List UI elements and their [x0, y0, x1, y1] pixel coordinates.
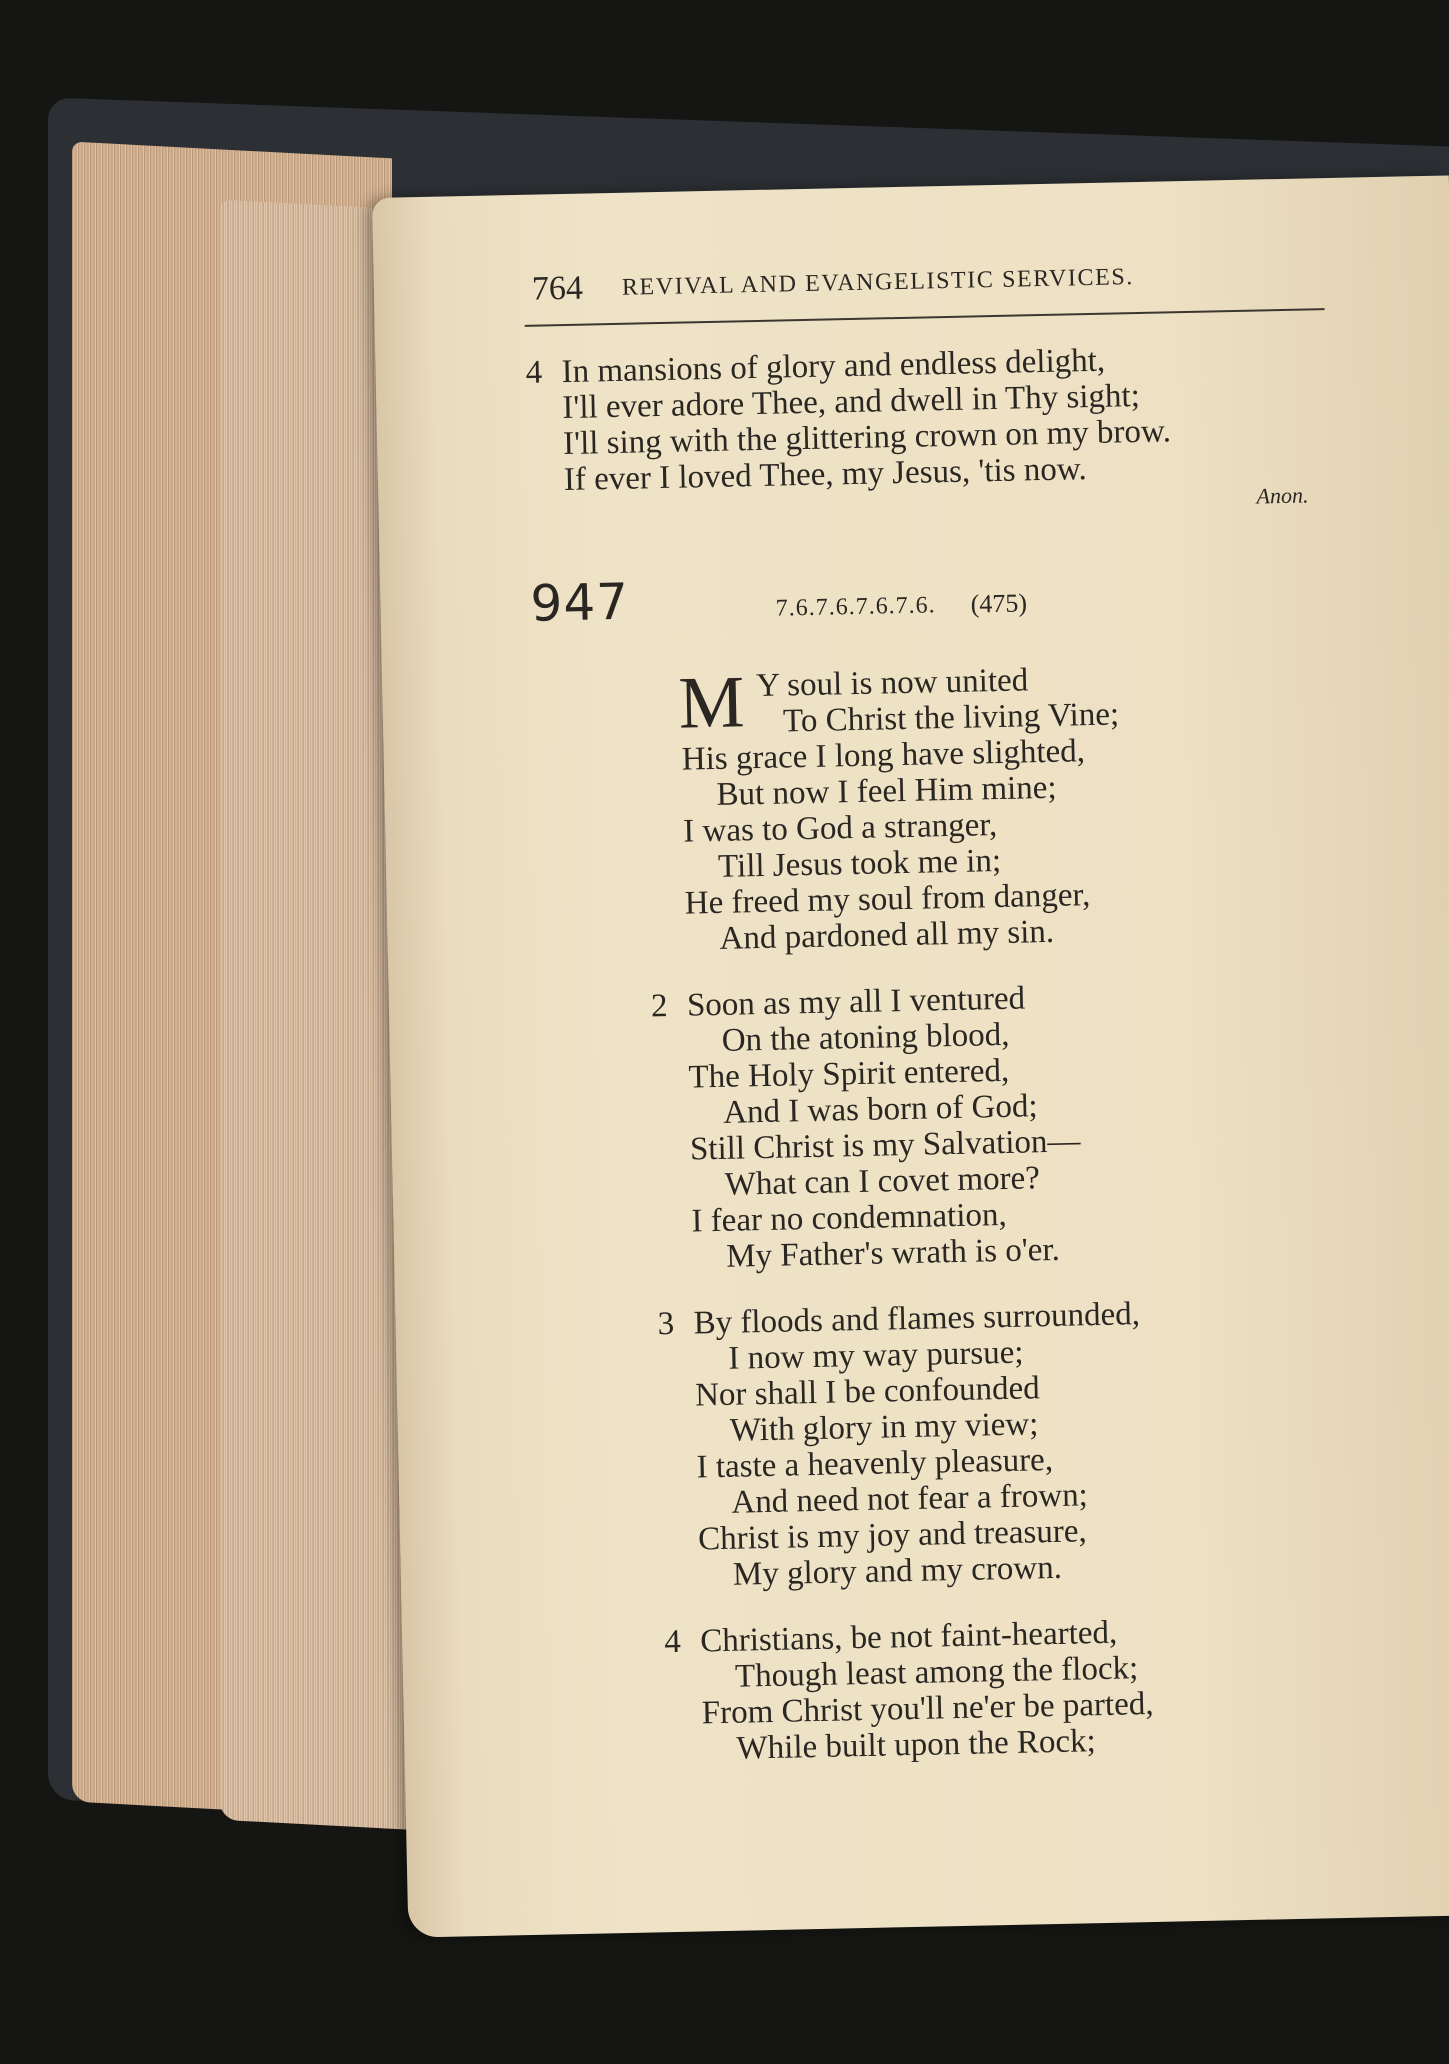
stanza-number: 4	[525, 354, 543, 391]
verse-line: While built upon the Rock;	[736, 1723, 1097, 1767]
hymn-body	[532, 655, 1385, 1770]
verse-line: I now my way pursue;	[728, 1334, 1024, 1377]
verse-line: I taste a heavenly pleasure,	[696, 1442, 1054, 1486]
tune-reference: (475)	[970, 588, 1028, 619]
verse-line: On the atoning blood,	[721, 1016, 1010, 1059]
running-title: REVIVAL AND EVANGELISTIC SERVICES.	[621, 264, 1135, 301]
stanza-3	[657, 1291, 1381, 1593]
verse-line: 3 By floods and flames surrounded,	[657, 1296, 1141, 1343]
verse-line: Y soul is now united	[755, 662, 1029, 705]
verse-line: Though least among the flock;	[734, 1650, 1139, 1695]
verse-line: With glory in my view;	[729, 1406, 1039, 1449]
verse-line: But now I feel Him mine;	[716, 769, 1057, 813]
hymn-meter: 7.6.7.6.7.6.7.6.	[775, 592, 936, 622]
verse-line: And pardoned all my sin.	[719, 913, 1055, 957]
verse-line: Nor shall I be confounded	[694, 1370, 1041, 1414]
verse-line: I'll ever adore Thee, and dwell in Thy sight;	[562, 377, 1141, 427]
hymn-number: 947	[529, 572, 630, 633]
verse-line: Till Jesus took me in;	[717, 842, 1002, 885]
stanza-number: 4	[663, 1623, 682, 1661]
stanza-2	[650, 973, 1375, 1275]
verse-line: What can I covet more?	[724, 1160, 1041, 1203]
book-page	[372, 175, 1449, 1937]
verse-line: Christ is my joy and treasure,	[697, 1513, 1088, 1558]
verse-line: I fear no condemnation,	[691, 1196, 1008, 1240]
verse-line: 2 Soon as my all I ventured	[650, 980, 1026, 1025]
hymn-author: Anon.	[1256, 482, 1309, 509]
verse-line: 4 In mansions of glory and endless delight,	[525, 342, 1106, 391]
verse-line: 4 Christians, be not faint-hearted,	[663, 1614, 1118, 1661]
page-number: 764	[531, 269, 584, 308]
stanza-4	[663, 1609, 1385, 1767]
verse-line: The Holy Spirit entered,	[688, 1052, 1010, 1096]
verse-line: And need not fear a frown;	[731, 1477, 1089, 1521]
verse-line: If ever I loved Thee, my Jesus, 'tis now.	[563, 451, 1088, 499]
verse-line: I'll sing with the glittering crown on my brow.	[562, 413, 1172, 463]
header-rule	[525, 308, 1325, 327]
stanza-number: 2	[650, 987, 668, 1025]
drop-cap: M	[677, 661, 746, 745]
verse-line: I was to God a stranger,	[682, 807, 998, 850]
verse-line: My glory and my crown.	[732, 1549, 1063, 1593]
verse-line: He freed my soul from danger,	[684, 877, 1091, 922]
verse-line: To Christ the living Vine;	[782, 696, 1120, 740]
verse-line: And I was born of God;	[722, 1088, 1038, 1131]
running-head	[523, 247, 1354, 316]
verse-line: From Christ you'll ne'er be parted,	[701, 1685, 1154, 1732]
verse-line: My Father's wrath is o'er.	[725, 1231, 1061, 1275]
page-content	[523, 247, 1384, 1770]
stanza-number: 3	[657, 1305, 675, 1343]
hymn-heading	[530, 557, 1361, 644]
verse-line: Still Christ is my Salvation—	[689, 1123, 1081, 1168]
verse-line: His grace I long have slighted,	[681, 733, 1086, 778]
previous-hymn-stanza	[525, 337, 1358, 524]
